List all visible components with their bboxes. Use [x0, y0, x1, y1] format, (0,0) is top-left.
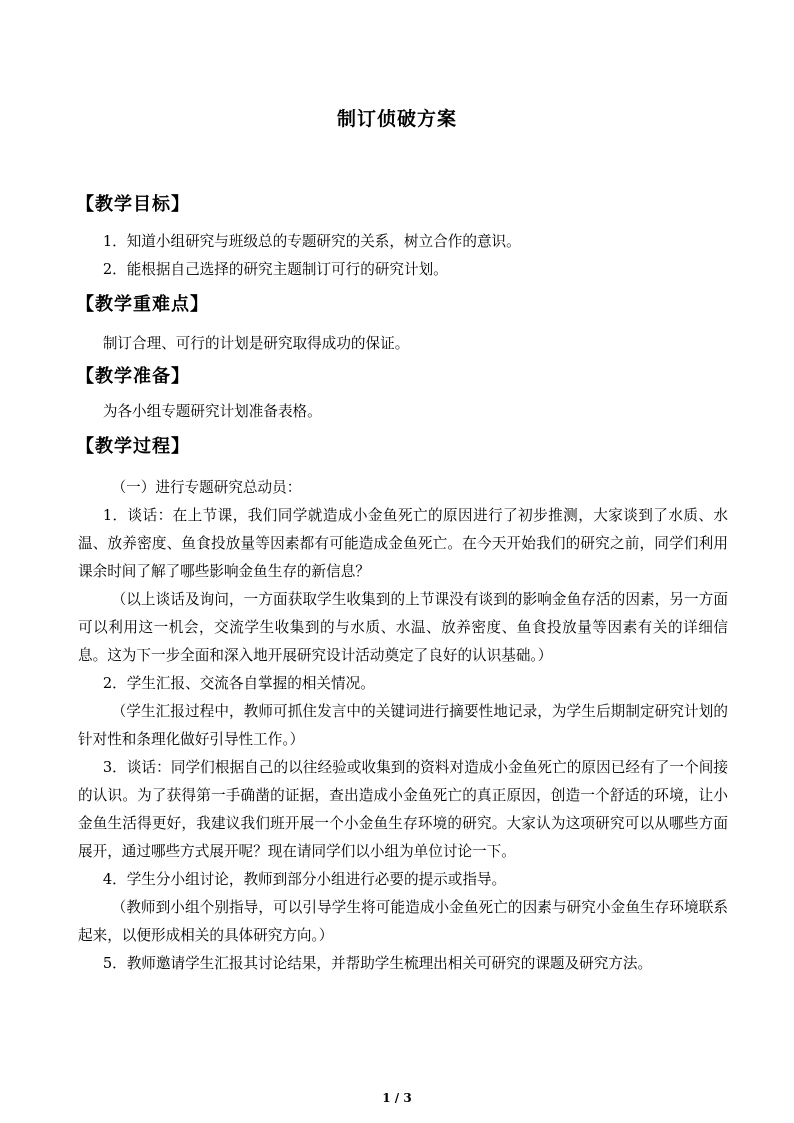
goal-item-2: 2．能根据自己选择的研究主题制订可行的研究计划。	[102, 261, 448, 278]
process-paragraph: 4．学生分小组讨论，教师到部分小组进行必要的提示或指导。	[102, 871, 507, 888]
process-paragraph: （以上谈话及询问，一方面获取学生收集到的上节课没有谈到的影响金鱼存活的因素，另一方面可以利用这一机会，交流学生收集到的与水质、水温、放养密度、鱼食投放量等因素有关的详细信息。这为下一步全面和深入地开展研究设计活动奠定了良好的认识基础。）	[78, 591, 728, 664]
key-points-text: 制订合理、可行的计划是研究取得成功的保证。	[102, 335, 410, 352]
process-paragraph: （一）进行专题研究总动员：	[111, 479, 302, 496]
heading-teaching-goals: 【教学目标】	[76, 194, 190, 215]
process-paragraph: 3．谈话：同学们根据自己的以往经验或收集到的资料对造成小金鱼死亡的原因已经有了一个间接的认识。为了获得第一手确凿的证据，查出造成小金鱼死亡的真正原因，创造一个舒适的环境，让小金鱼生活得更好，我建议我们班开展一个小金鱼生存环境的研究。大家认为这项研究可以从哪些方面展开，通过哪些方式展开呢？现在请同学们以小组为单位讨论一下。	[78, 759, 728, 860]
heading-key-points: 【教学重难点】	[76, 294, 209, 315]
teaching-goals-list	[78, 228, 728, 284]
key-points-text-block	[78, 330, 728, 358]
process-paragraph: 2．学生汇报、交流各自掌握的相关情况。	[102, 675, 375, 692]
heading-teaching-process: 【教学过程】	[76, 436, 190, 457]
preparation-text-block	[78, 398, 728, 426]
document-title: 制订侦破方案	[336, 108, 457, 130]
page-number: 1 / 3	[382, 1091, 412, 1105]
process-paragraph: 1．谈话：在上节课，我们同学就造成小金鱼死亡的原因进行了初步推测，大家谈到了水质、水温、放养密度、鱼食投放量等因素都有可能造成金鱼死亡。在今天开始我们的研究之前，同学们利用课余时间了解了哪些影响金鱼生存的新信息？	[78, 507, 728, 580]
preparation-text: 为各小组专题研究计划准备表格。	[102, 403, 322, 420]
goal-item-1: 1．知道小组研究与班级总的专题研究的关系，树立合作的意识。	[102, 233, 521, 250]
teaching-process-body	[78, 474, 728, 978]
process-paragraph: 5．教师邀请学生汇报其讨论结果，并帮助学生梳理出相关可研究的课题及研究方法。	[102, 955, 653, 972]
process-paragraph: （教师到小组个别指导，可以引导学生将可能造成小金鱼死亡的因素与研究小金鱼生存环境联系起来，以便形成相关的具体研究方向。）	[78, 899, 728, 944]
heading-preparation: 【教学准备】	[76, 366, 190, 387]
process-paragraph: （学生汇报过程中，教师可抓住发言中的关键词进行摘要性地记录，为学生后期制定研究计划的针对性和条理化做好引导性工作。）	[78, 703, 728, 748]
